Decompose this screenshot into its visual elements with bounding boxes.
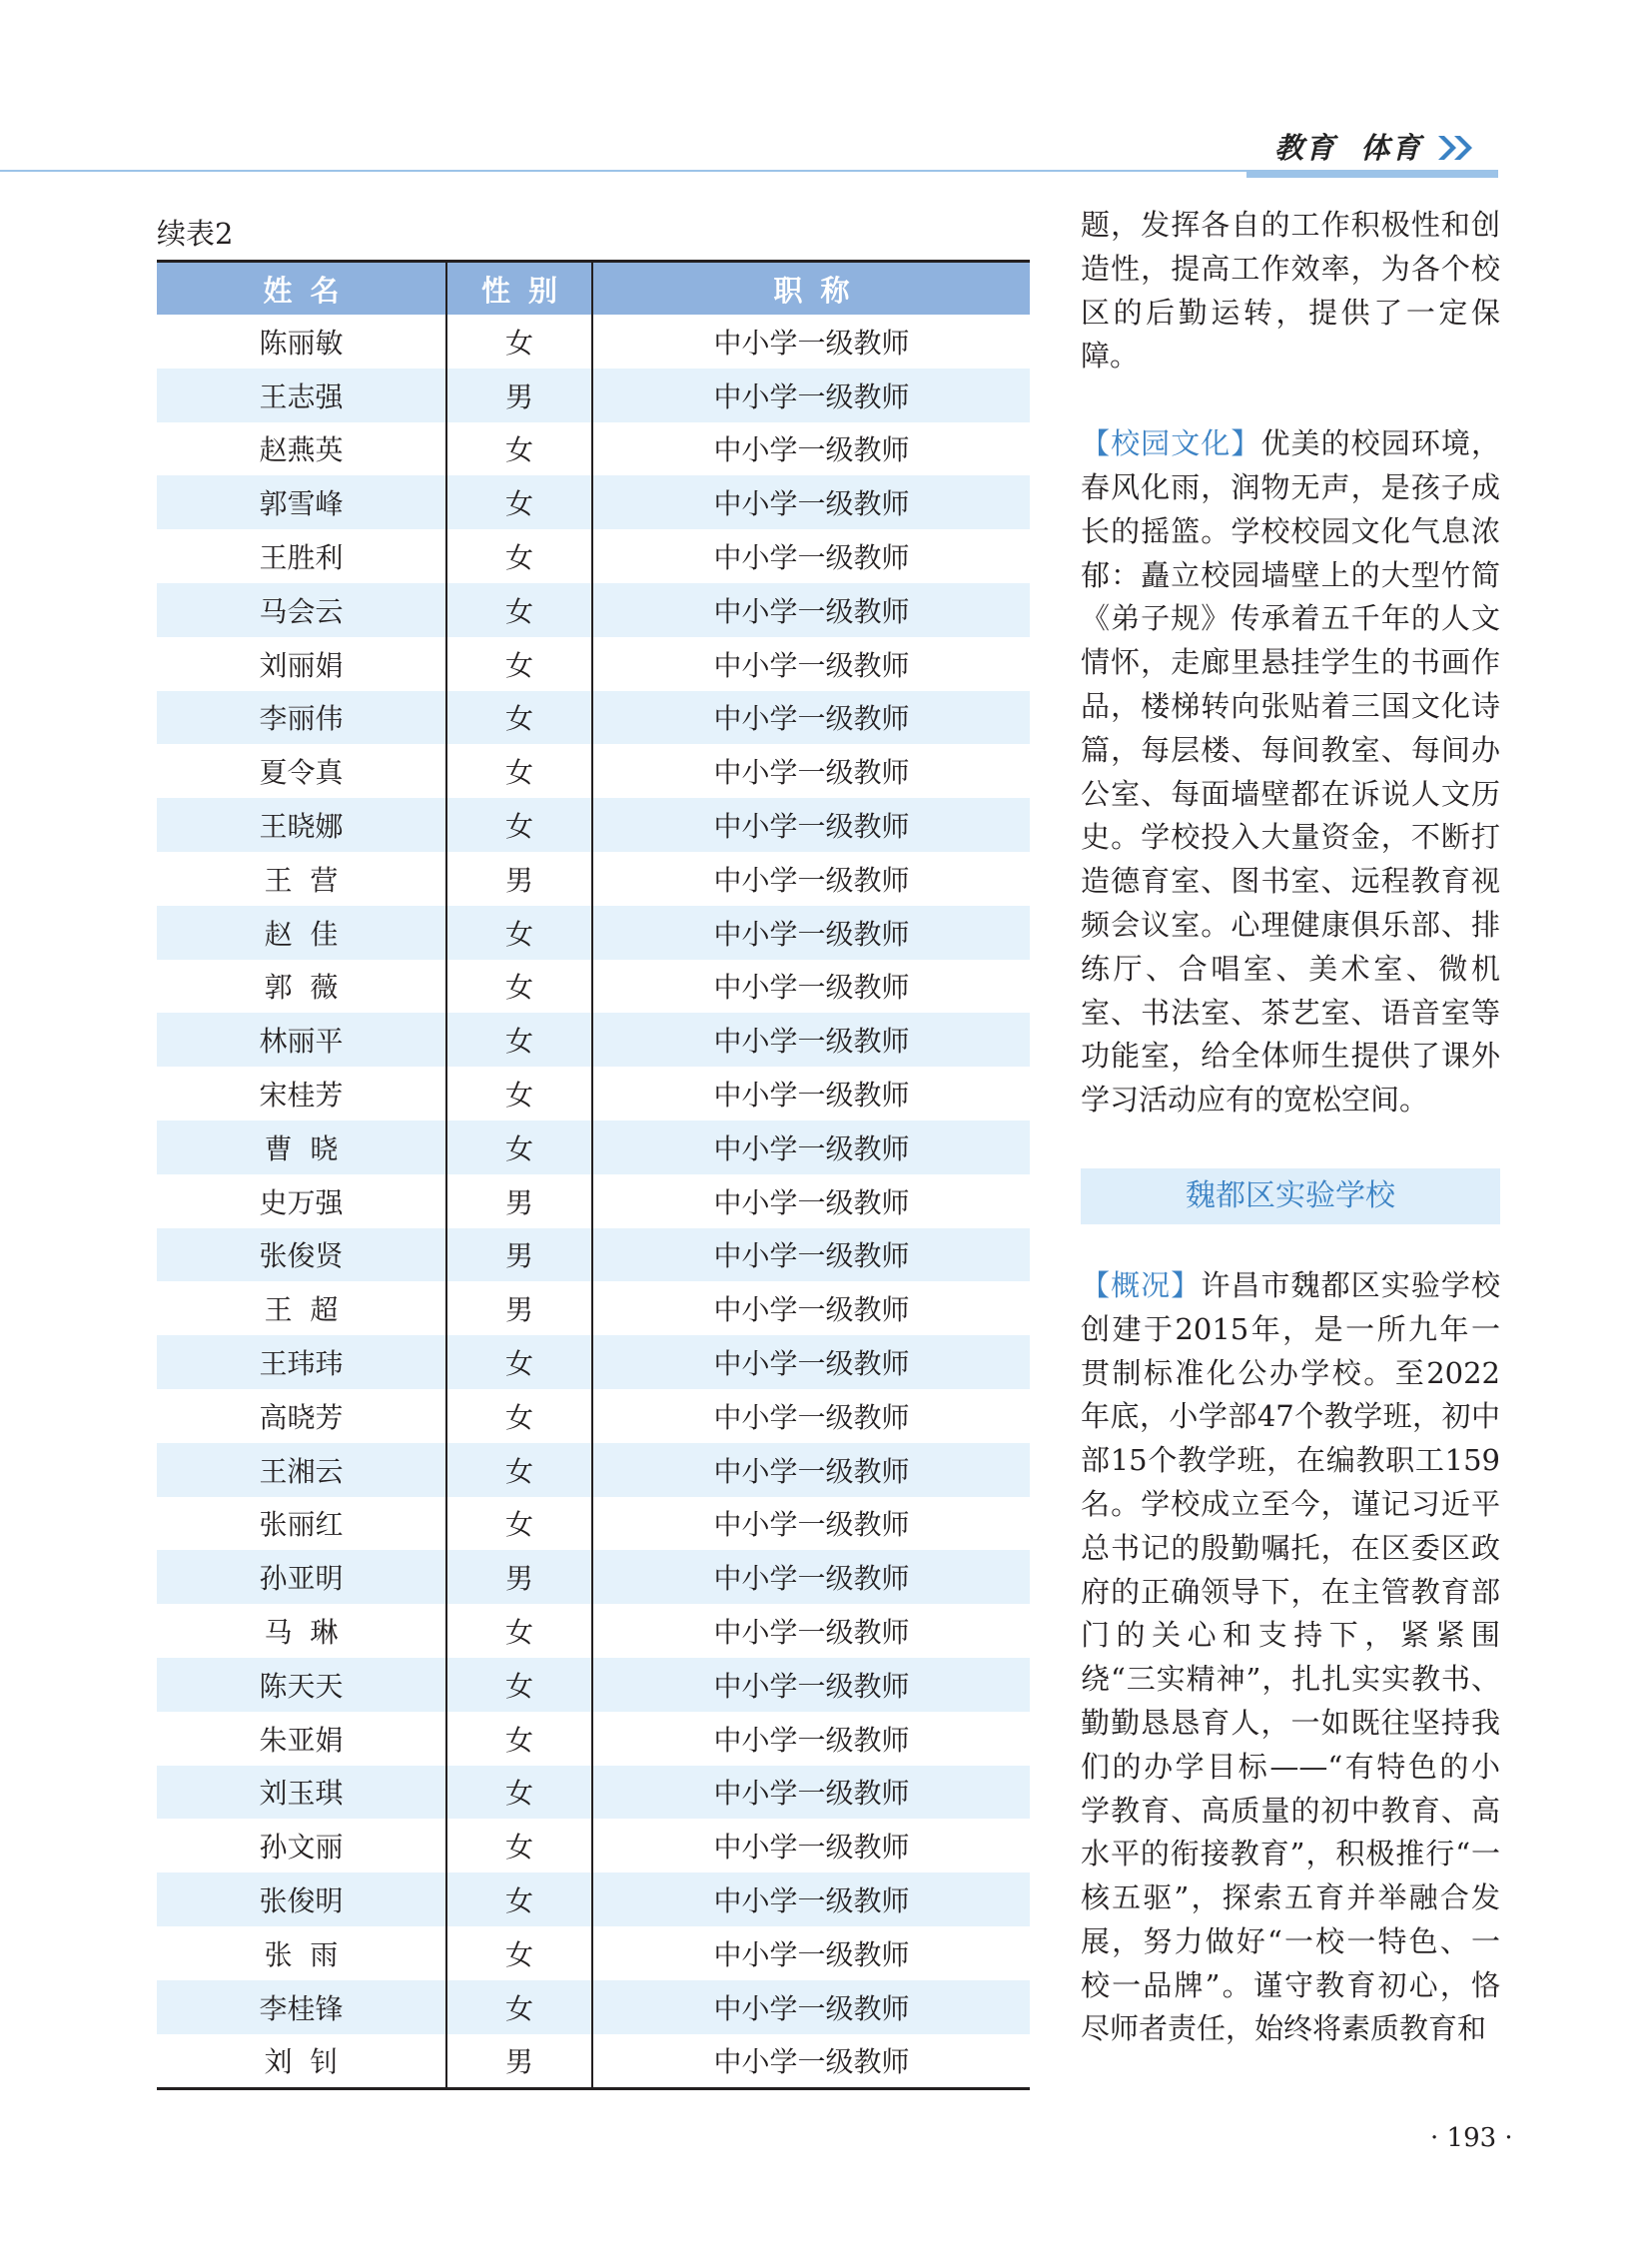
table-row — [157, 906, 1030, 960]
name-cell: 王 超 — [264, 1293, 339, 1327]
name-cell: 宋桂芳 — [259, 1079, 344, 1113]
name-cell: 张丽红 — [259, 1508, 344, 1542]
table-row — [157, 1067, 1030, 1121]
title-cell: 中小学一级教师 — [592, 475, 1030, 529]
chevron-double-right-icon — [1436, 134, 1476, 162]
gender-cell: 男 — [446, 1550, 592, 1604]
table-row — [157, 1013, 1030, 1067]
gender-cell: 女 — [446, 422, 592, 476]
name-cell: 马会云 — [157, 583, 446, 637]
table-row — [157, 1443, 1030, 1497]
name-cell: 张俊贤 — [157, 1228, 446, 1282]
gender-cell: 女 — [446, 1604, 592, 1658]
title-cell: 中小学一级教师 — [592, 1013, 1030, 1067]
title-cell: 中小学一级教师 — [592, 1228, 1030, 1282]
gender-cell: 女 — [446, 1712, 592, 1766]
name-cell: 王湘云 — [157, 1443, 446, 1497]
gender-cell: 女 — [446, 315, 592, 369]
gender-cell: 女 — [446, 744, 592, 798]
name-cell: 刘 钊 — [264, 2045, 339, 2079]
table-body — [157, 315, 1030, 2089]
gender-cell: 女 — [446, 1443, 592, 1497]
overview-text: 许昌市魏都区实验学校创建于2015年，是一所九年一贯制标准化公办学校。至2022年底，小学部47个教学班，初中部15个教学班，在编教职工159名。学校成立至今，谨记习近平总书记的殷勤嘱托，在区委区政府的正确领导下，在主管教育部门的关心和支持下，紧紧围绕“三实精神”，扎扎实实教书、勤勤恳恳育人，一如既往坚持我们的办学目标——“有特色的小学教育、高质量的初中教育、高水平的衔接教育”，积极推行“一核五驱”，探索五育并举融合发展，努力做好“一校一特色、一校一品牌”。谨守教育初心，恪尽师者责任，始终将素质教育和 — [1081, 1267, 1500, 2046]
table-row — [157, 1550, 1030, 1604]
table-row — [157, 1712, 1030, 1766]
name-cell: 王志强 — [157, 369, 446, 422]
title-cell: 中小学一级教师 — [592, 906, 1030, 960]
right-text-column — [1081, 204, 1500, 2051]
name-cell: 李丽伟 — [157, 691, 446, 745]
title-cell: 中小学一级教师 — [592, 1766, 1030, 1820]
title-cell: 中小学一级教师 — [592, 798, 1030, 852]
table-caption: 续表2 — [157, 217, 234, 251]
name-cell: 赵燕英 — [259, 433, 344, 467]
gender-cell: 女 — [446, 475, 592, 529]
table-row — [157, 1121, 1030, 1174]
staff-table — [157, 260, 1030, 2090]
name-cell: 朱亚娟 — [259, 1723, 344, 1757]
title-cell: 中小学一级教师 — [592, 1819, 1030, 1872]
gender-cell: 女 — [446, 1389, 592, 1443]
overview-tag: 【概况】 — [1081, 1267, 1202, 1302]
page-number: · 193 · — [1430, 2123, 1513, 2153]
title-cell: 中小学一级教师 — [592, 1067, 1030, 1121]
gender-cell: 女 — [446, 960, 592, 1014]
name-cell: 刘玉琪 — [157, 1766, 446, 1820]
column-header-title: 职称 — [592, 262, 1030, 316]
table-row — [157, 1281, 1030, 1335]
name-cell: 马 琳 — [264, 1616, 339, 1650]
title-cell: 中小学一级教师 — [592, 637, 1030, 691]
gender-cell: 女 — [446, 798, 592, 852]
table-row — [157, 744, 1030, 798]
name-cell: 曹 晓 — [157, 1121, 446, 1174]
table-row — [157, 852, 1030, 906]
table-row — [157, 1174, 1030, 1228]
gender-cell: 女 — [446, 1497, 592, 1551]
gender-cell: 女 — [446, 906, 592, 960]
title-cell: 中小学一级教师 — [592, 583, 1030, 637]
name-cell: 张俊明 — [157, 1872, 446, 1926]
name-cell: 林丽平 — [157, 1013, 446, 1067]
table-row — [157, 422, 1030, 476]
running-header-title: 教育 体育 — [1274, 131, 1423, 165]
title-cell: 中小学一级教师 — [592, 691, 1030, 745]
title-cell: 中小学一级教师 — [592, 2034, 1030, 2089]
gender-cell: 女 — [446, 1926, 592, 1980]
table-row — [157, 637, 1030, 691]
gender-cell: 男 — [446, 1228, 592, 1282]
name-cell: 王晓娜 — [157, 798, 446, 852]
table-row — [157, 1335, 1030, 1389]
gender-cell: 女 — [446, 637, 592, 691]
gender-cell: 男 — [446, 1281, 592, 1335]
gender-cell: 女 — [446, 1766, 592, 1820]
title-cell: 中小学一级教师 — [592, 1926, 1030, 1980]
title-cell: 中小学一级教师 — [592, 852, 1030, 906]
gender-cell: 女 — [446, 1067, 592, 1121]
name-cell: 赵 佳 — [157, 906, 446, 960]
table-row — [157, 798, 1030, 852]
name-cell: 李桂锋 — [157, 1980, 446, 2034]
table-row — [157, 1766, 1030, 1820]
title-cell: 中小学一级教师 — [592, 1281, 1030, 1335]
culture-text: 优美的校园环境，春风化雨，润物无声，是孩子成长的摇篮。学校校园文化气息浓郁：矗立校园墙壁上的大型竹简《弟子规》传承着五千年的人文情怀，走廊里悬挂学生的书画作品，楼梯转向张贴着三国文化诗篇，每层楼、每间教室、每间办公室、每面墙壁都在诉说人文历史。学校投入大量资金，不断打造德育室、图书室、远程教育视频会议室。心理健康俱乐部、排练厅、合唱室、美术室、微机室、书法室、茶艺室、语音室等功能室，给全体师生提供了课外学习活动应有的宽松空间。 — [1081, 426, 1500, 1118]
culture-tag: 【校园文化】 — [1081, 426, 1261, 461]
gender-cell: 女 — [446, 1819, 592, 1872]
gender-cell: 女 — [446, 583, 592, 637]
culture-paragraph — [1081, 422, 1500, 1122]
table-header-row — [157, 262, 1030, 316]
title-cell: 中小学一级教师 — [592, 1335, 1030, 1389]
name-cell: 陈天天 — [157, 1658, 446, 1712]
title-cell: 中小学一级教师 — [592, 1550, 1030, 1604]
header-rule-accent — [1246, 170, 1498, 178]
table-row — [157, 369, 1030, 422]
table-row — [157, 2034, 1030, 2089]
title-cell: 中小学一级教师 — [592, 1980, 1030, 2034]
title-cell: 中小学一级教师 — [592, 1174, 1030, 1228]
gender-cell: 女 — [446, 1013, 592, 1067]
name-cell: 王胜利 — [259, 541, 344, 575]
gender-cell: 女 — [446, 1872, 592, 1926]
title-cell: 中小学一级教师 — [592, 369, 1030, 422]
gender-cell: 男 — [446, 2034, 592, 2089]
name-cell: 刘丽娟 — [259, 648, 344, 682]
gender-cell: 女 — [446, 1121, 592, 1174]
table-row — [157, 1926, 1030, 1980]
gender-cell: 男 — [446, 1174, 592, 1228]
name-cell: 王玮玮 — [157, 1335, 446, 1389]
name-cell: 郭 薇 — [264, 971, 339, 1005]
gender-cell: 女 — [446, 529, 592, 583]
column-header-gender: 性别 — [446, 262, 592, 316]
title-cell: 中小学一级教师 — [592, 744, 1030, 798]
continuation-paragraph: 题，发挥各自的工作积极性和创造性，提高工作效率，为各个校区的后勤运转，提供了一定保障。 — [1081, 208, 1500, 374]
name-cell: 张 雨 — [264, 1937, 339, 1971]
name-cell: 夏令真 — [259, 756, 344, 790]
table-row — [157, 1872, 1030, 1926]
gender-cell: 女 — [446, 1658, 592, 1712]
name-cell: 史万强 — [259, 1185, 344, 1219]
table-row — [157, 960, 1030, 1014]
title-cell: 中小学一级教师 — [592, 960, 1030, 1014]
gender-cell: 男 — [446, 369, 592, 422]
table-row — [157, 1497, 1030, 1551]
title-cell: 中小学一级教师 — [592, 1658, 1030, 1712]
title-cell: 中小学一级教师 — [592, 422, 1030, 476]
title-cell: 中小学一级教师 — [592, 1497, 1030, 1551]
title-cell: 中小学一级教师 — [592, 1712, 1030, 1766]
title-cell: 中小学一级教师 — [592, 1389, 1030, 1443]
title-cell: 中小学一级教师 — [592, 1443, 1030, 1497]
table-row — [157, 1389, 1030, 1443]
gender-cell: 女 — [446, 691, 592, 745]
name-cell: 孙亚明 — [157, 1550, 446, 1604]
title-cell: 中小学一级教师 — [592, 1121, 1030, 1174]
table-row — [157, 691, 1030, 745]
name-cell: 王 营 — [264, 863, 339, 897]
title-cell: 中小学一级教师 — [592, 1604, 1030, 1658]
table-row — [157, 315, 1030, 369]
name-cell: 郭雪峰 — [157, 475, 446, 529]
title-cell: 中小学一级教师 — [592, 529, 1030, 583]
table-row — [157, 1819, 1030, 1872]
column-header-name: 姓名 — [157, 262, 446, 316]
overview-paragraph — [1081, 1264, 1500, 2051]
table-row — [157, 1658, 1030, 1712]
table-row — [157, 529, 1030, 583]
gender-cell: 女 — [446, 1980, 592, 2034]
gender-cell: 女 — [446, 1335, 592, 1389]
gender-cell: 男 — [446, 852, 592, 906]
title-cell: 中小学一级教师 — [592, 315, 1030, 369]
table-row — [157, 1980, 1030, 2034]
table-row — [157, 583, 1030, 637]
name-cell: 陈丽敏 — [259, 326, 344, 360]
table-row — [157, 1604, 1030, 1658]
section-title: 魏都区实验学校 — [1081, 1168, 1500, 1224]
table-row — [157, 475, 1030, 529]
table-row — [157, 1228, 1030, 1282]
title-cell: 中小学一级教师 — [592, 1872, 1030, 1926]
name-cell: 孙文丽 — [259, 1831, 344, 1865]
name-cell: 高晓芳 — [259, 1400, 344, 1434]
